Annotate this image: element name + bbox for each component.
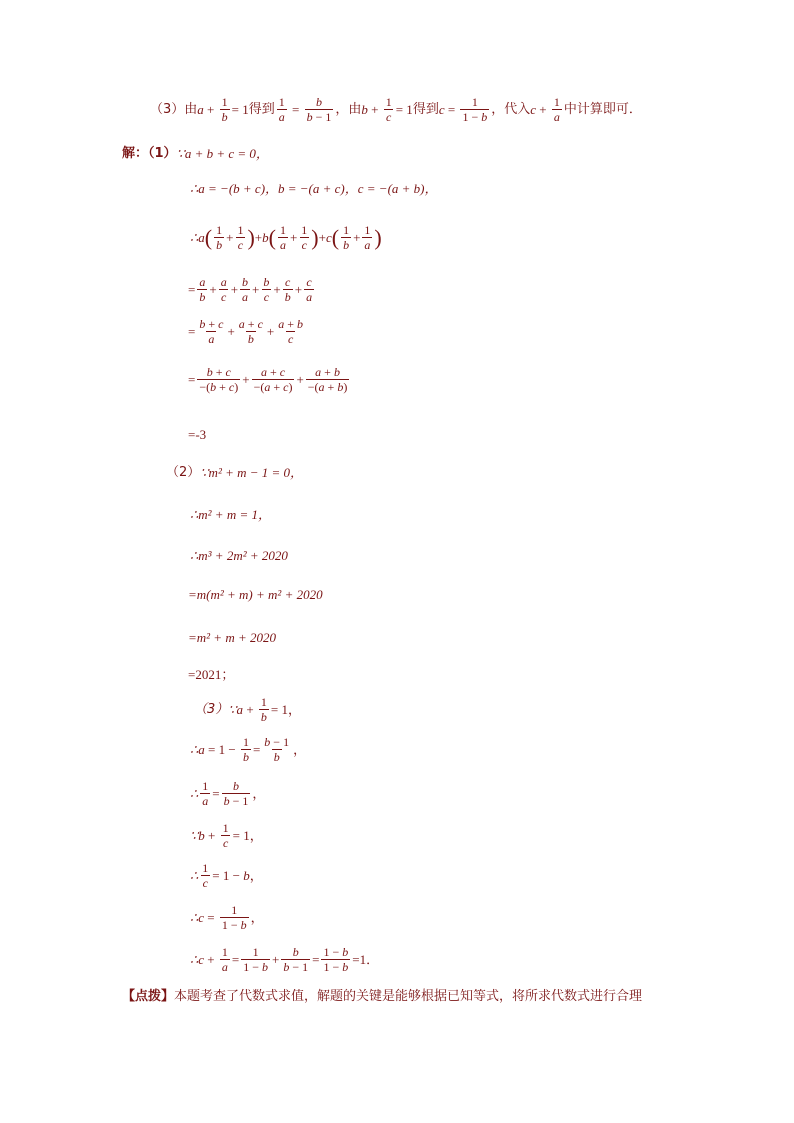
- solution-step-1: ∵a + b + c = 0，: [176, 146, 269, 161]
- solution-step-4: = $\frac{a}{b}$ + $\frac{a}{c}$ + $\frac{b}{a}$ + $\frac{b}{c}$ + $\frac{c}{b}$ + $\frac{c}{a}$: [188, 275, 313, 304]
- part3-step-6: ∴c = $\frac{1}{1 - b}$ ，: [190, 903, 264, 932]
- solution-step-3: ∴a ( $\frac{1}{b}$ + $\frac{1}{c}$ ) + b ( $\frac{1}{a}$ + $\frac{1}{c}$ ) + c ( $\frac{1}{b}$ + $\frac{1}{a}$ ): [190, 223, 382, 252]
- hint-text-3: 得到: [412, 102, 439, 117]
- part2-step-1: ∵m² + m − 1 = 0，: [200, 465, 304, 480]
- part3-step-7: ∴c + $\frac{1}{a}$ = $\frac{1}{1 - b}$ + $\frac{b}{b - 1}$ = $\frac{1 - b}{1 - b}$ =1．: [190, 945, 380, 974]
- solution-step-2: ∴a = −(b + c)，b = −(a + c)，c = −(a + b)，: [190, 181, 438, 196]
- part3-step-3: ∴ $\frac{1}{a}$ = $\frac{b}{b - 1}$ ，: [190, 779, 266, 808]
- part3-step-2: ∴a = 1 − $\frac{1}{b}$ = $\frac{b - 1}{b}$ ，: [190, 735, 307, 764]
- part2-step-5: =m² + m + 2020: [188, 630, 276, 645]
- part2-step-4: =m(m² + m) + m² + 2020: [188, 587, 323, 602]
- solution-step-6: = $\frac{b + c}{-(b + c)}$ + $\frac{a + c}{-(a + c)}$ + $\frac{a + b}{-(a + b)}$: [188, 365, 348, 394]
- note-tag: 【点拨】: [122, 989, 175, 1004]
- hint-text-5: 中计算即可．: [563, 102, 642, 117]
- hint-text-1: 得到: [248, 102, 275, 117]
- hint-line-3: （3）由 a + $\frac{1}{b}$ = 1 得到 $\frac{1}{a}$ = $\frac{b}{b - 1}$ ，由 b + $\frac{1}{c}$ = 1 得到 c = $\frac{1}{1 - b}$ ，代入 c + $\frac{1}{a}$ 中计算即可．: [150, 95, 642, 124]
- part3-step-1: （3） ∵a + $\frac{1}{b}$ = 1，: [194, 695, 301, 724]
- solution-line-1: [122, 147, 269, 160]
- part2-line-1: [166, 466, 303, 479]
- part3-label: （3）: [194, 702, 229, 717]
- note-line: [122, 990, 642, 1003]
- solution-label: 解：（1）: [122, 146, 177, 161]
- note-text: 本题考查了代数式求值，解题的关键是能够根据已知等式，将所求代数式进行合理: [174, 989, 643, 1004]
- part2-label: （2）: [166, 465, 201, 480]
- hint-label: （3）由: [150, 102, 198, 117]
- part2-result: =2021；: [188, 667, 235, 682]
- part3-step-4: ∵b + $\frac{1}{c}$ = 1，: [190, 821, 263, 850]
- hint-text-4: ，代入: [491, 102, 531, 117]
- solution-step-5: = $\frac{b + c}{a}$ + $\frac{a + c}{b}$ + $\frac{a + b}{c}$: [188, 317, 304, 346]
- part2-step-3: ∴m³ + 2m² + 2020: [190, 548, 288, 563]
- part2-step-2: ∴m² + m = 1，: [190, 507, 271, 522]
- part3-step-5: ∴ $\frac{1}{c}$ = 1 − b ，: [190, 861, 263, 890]
- hint-text-2: ，由: [335, 102, 362, 117]
- solution-result: =-3: [188, 427, 207, 442]
